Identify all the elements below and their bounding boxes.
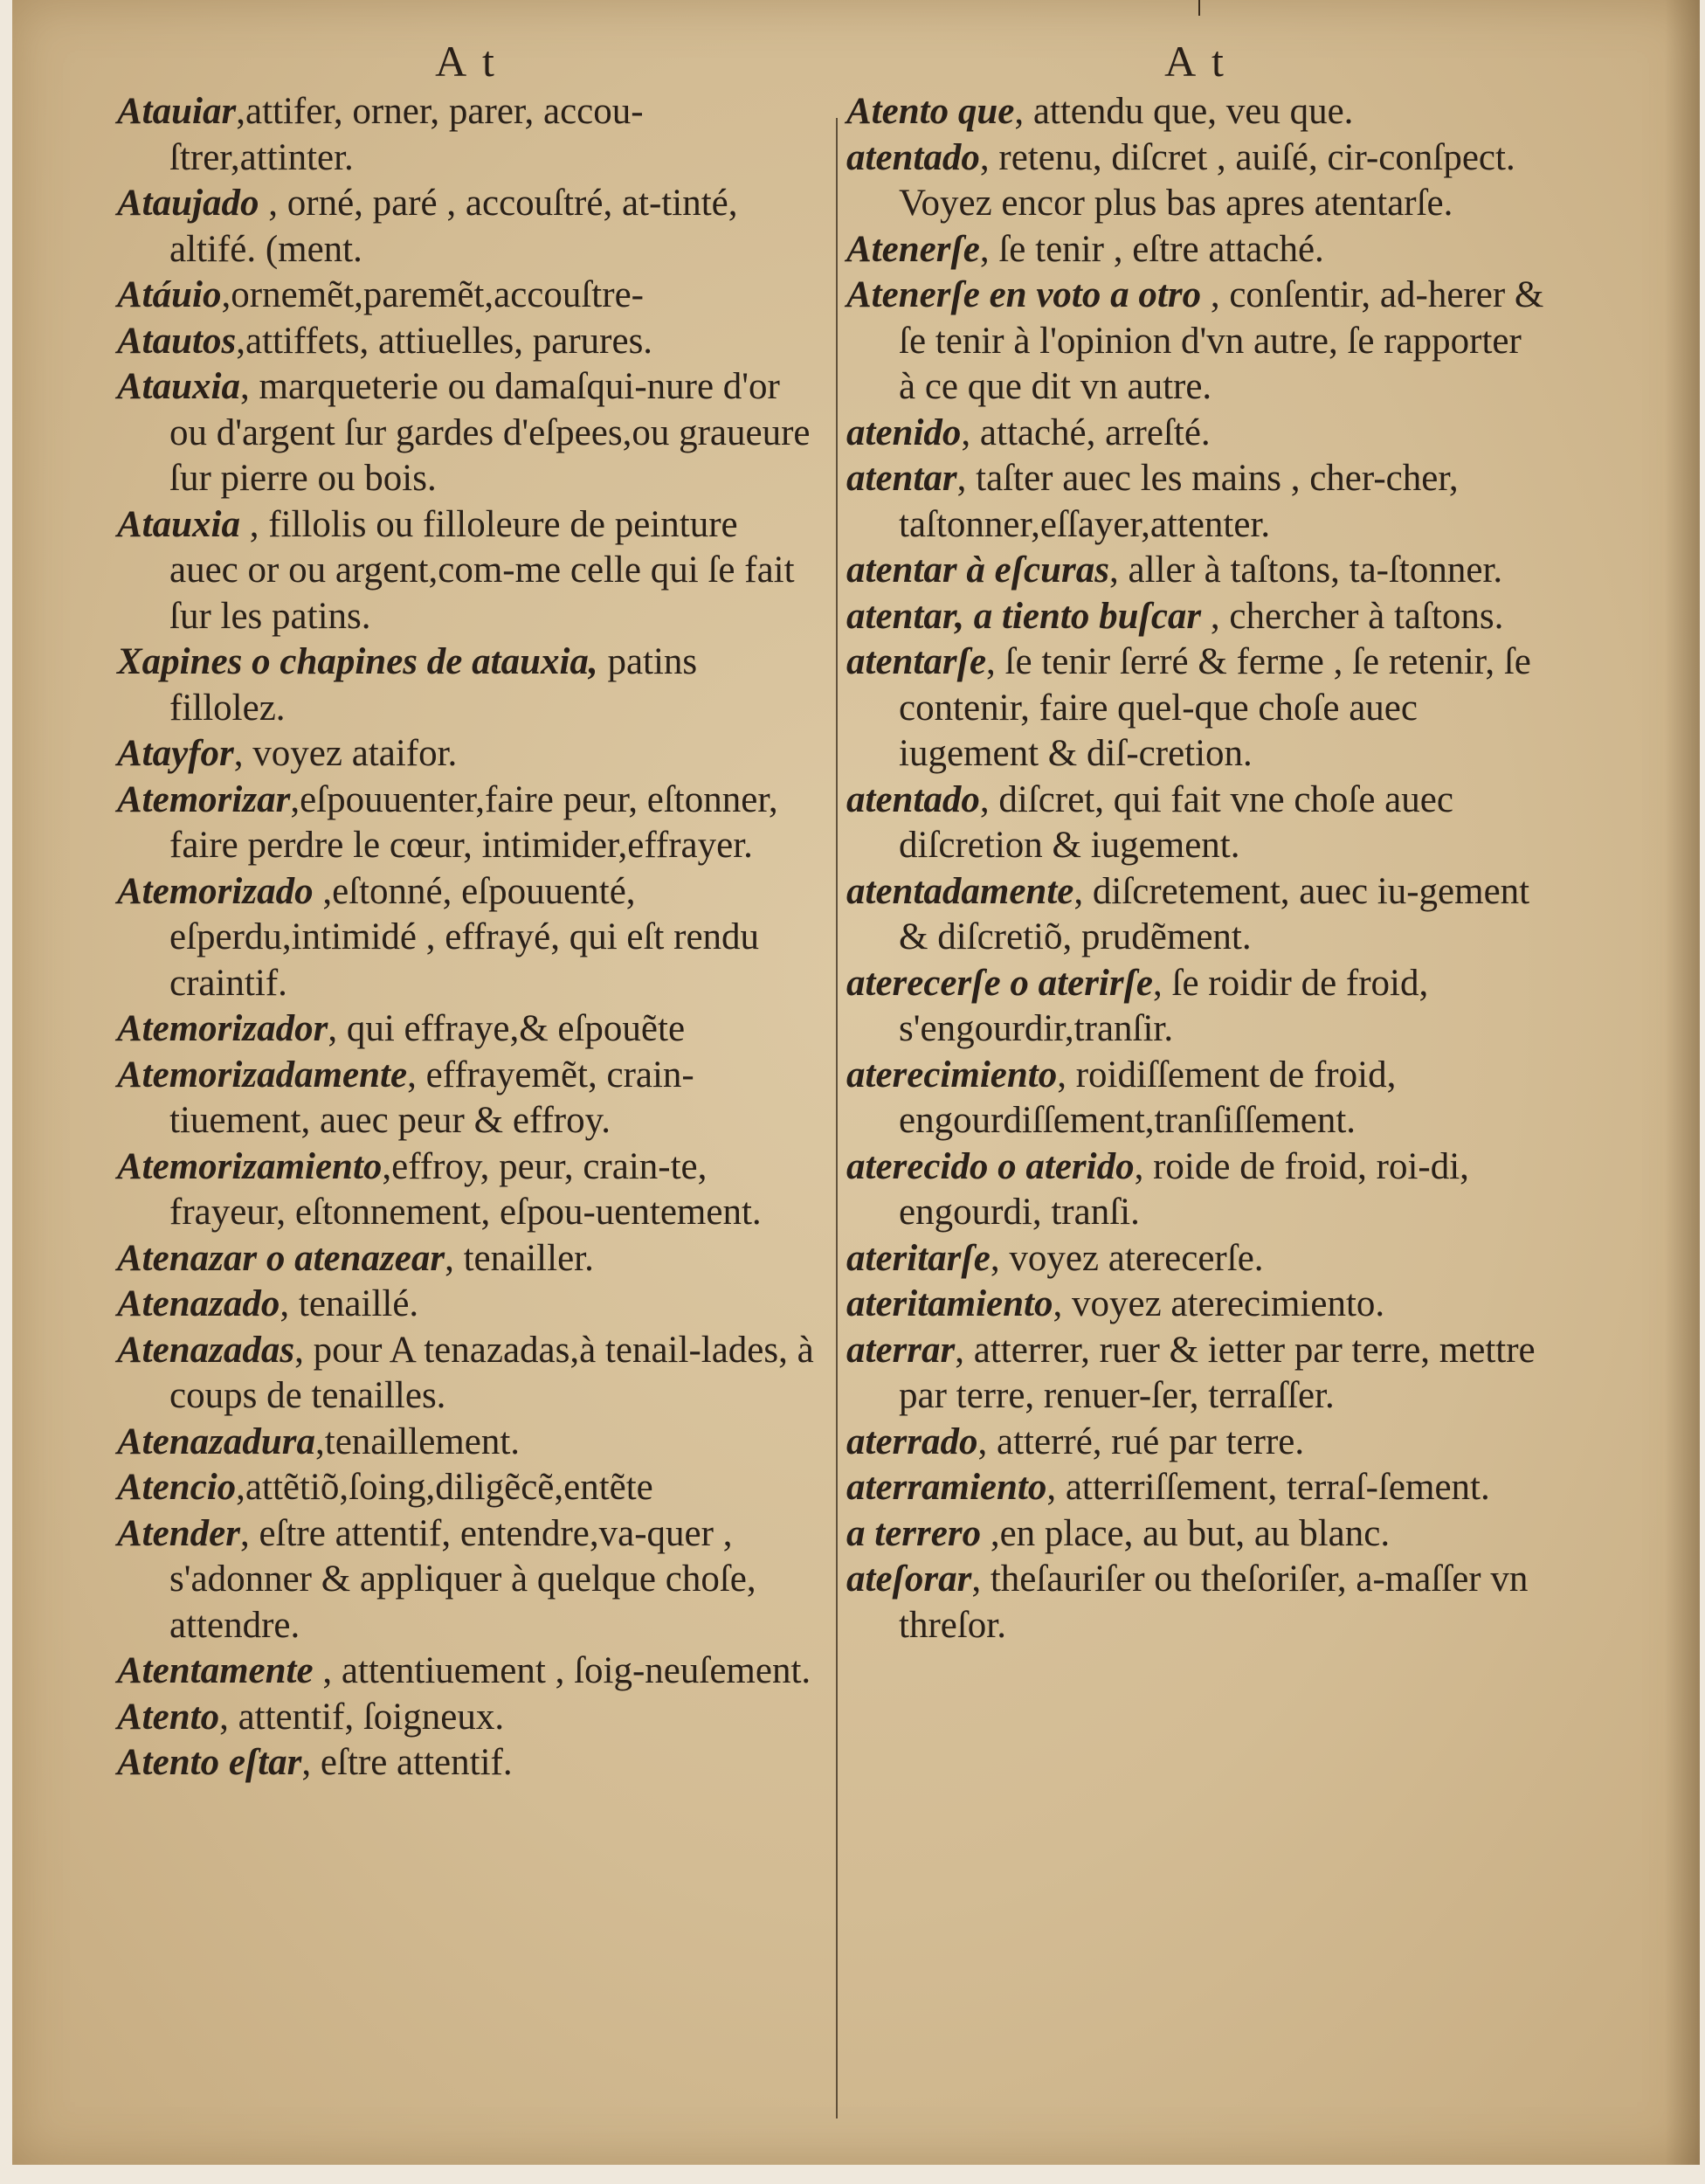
dictionary-entry <box>846 961 1545 1053</box>
dictionary-entry <box>846 456 1545 548</box>
entry-headword: Atenazadura <box>117 1420 316 1462</box>
dictionary-entry <box>117 1006 816 1053</box>
left-column <box>117 35 816 1787</box>
entry-definition: , atterriſſement, terraſ-ſement. <box>1046 1467 1490 1508</box>
entry-definition: , roide de froid, roi-di, engourdi, tranſi. <box>899 1145 1469 1233</box>
entry-headword: Atemorizadamente <box>117 1054 408 1095</box>
left-entry-list <box>117 89 816 1787</box>
entry-definition: , eſtre attentif, entendre,va-quer , s'adonner & appliquer à quelque choſe, attendre. <box>169 1512 756 1646</box>
running-head-left: A t <box>435 37 498 86</box>
entry-headword: Atauiar <box>117 91 237 132</box>
dictionary-entry <box>117 319 816 365</box>
entry-headword: Atayfor <box>117 733 234 774</box>
entry-definition: , attentif, ſoigneux. <box>219 1696 505 1738</box>
entry-definition: , ſe roidir de froid, s'engourdir,tranſir. <box>899 962 1429 1049</box>
entry-definition: ,eſpouuenter,faire peur, eſtonner, faire perdre le cœur, intimider,effrayer. <box>169 778 778 866</box>
dictionary-entry <box>117 731 816 778</box>
entry-definition: , fillolis ou filloleure de peinture auec or ou argent,com-me celle qui ſe fait ſur les patins. <box>169 503 795 637</box>
entry-headword: Atenazado <box>117 1283 280 1324</box>
entry-definition: , attaché, arreſté. <box>961 411 1211 453</box>
entry-headword: Atenazar o atenazear <box>117 1237 445 1279</box>
entry-headword: atentadamente <box>846 870 1074 912</box>
column-divider <box>836 118 838 2118</box>
dictionary-entry <box>117 1511 816 1649</box>
entry-definition: , atterrer, ruer & ietter par terre, mettre par terre, renuer-ſer, terraſſer. <box>899 1329 1536 1416</box>
dictionary-entry <box>117 1420 816 1466</box>
dictionary-entry <box>117 1328 816 1420</box>
entry-definition: ,eſtonné, eſpouuenté, eſperdu,intimidé , effrayé, qui eſt rendu craintif. <box>169 870 760 1004</box>
entry-headword: aterramiento <box>846 1467 1047 1508</box>
entry-headword: ateſorar <box>846 1559 972 1600</box>
entry-headword: atenido <box>846 411 962 453</box>
dictionary-entry <box>846 273 1545 411</box>
page-mark <box>1198 0 1200 16</box>
entry-headword: Atento eſtar <box>117 1742 302 1783</box>
entry-headword: Atencio <box>117 1467 237 1508</box>
entry-headword: aterecido o aterido <box>846 1145 1135 1187</box>
entry-headword: aterrar <box>846 1329 956 1371</box>
entry-definition: , voyez aterecerſe. <box>990 1237 1264 1279</box>
entry-definition: ,en place, au but, au blanc. <box>981 1512 1391 1554</box>
dictionary-entry <box>846 778 1545 869</box>
dictionary-entry <box>846 594 1545 640</box>
dictionary-entry <box>846 1465 1545 1511</box>
dictionary-entry <box>846 548 1545 594</box>
dictionary-entry <box>846 1328 1545 1420</box>
entry-headword: Xapines o chapines de atauxia, <box>117 641 598 682</box>
entry-definition: , orné, paré , accouſtré, at-tinté, altifé. (ment. <box>169 183 738 270</box>
dictionary-entry <box>117 778 816 869</box>
entry-definition: ,attẽtiõ,ſoing,diligẽcẽ,entẽte <box>236 1467 653 1508</box>
entry-headword: aterrado <box>846 1420 978 1462</box>
dictionary-entry <box>846 1053 1545 1144</box>
dictionary-entry <box>846 869 1545 961</box>
dictionary-entry <box>846 639 1545 778</box>
dictionary-entry <box>846 411 1545 457</box>
entry-headword: atentar, a tiento buſcar <box>846 595 1202 637</box>
entry-headword: Atento que <box>846 91 1015 132</box>
entry-definition: , effrayemẽt, crain-tiuement, auec peur & effroy. <box>169 1054 694 1141</box>
entry-definition: , roidiſſement de froid, engourdiſſement,tranſiſſement. <box>899 1054 1397 1141</box>
entry-headword: atentarſe <box>846 641 987 682</box>
entry-headword: atentar à eſcuras <box>846 549 1109 591</box>
dictionary-entry <box>846 135 1545 227</box>
dictionary-entry <box>117 1648 816 1695</box>
dictionary-entry <box>117 1053 816 1144</box>
entry-definition: , qui effraye,& eſpouẽte <box>328 1008 686 1049</box>
entry-definition: , taſter auec les mains , cher-cher, taſtonner,eſſayer,attenter. <box>899 458 1459 545</box>
entry-headword: Atento <box>117 1696 220 1738</box>
entry-definition: , pour A tenazadas,à tenail-lades, à coups de tenailles. <box>169 1329 814 1416</box>
entry-headword: atentado <box>846 778 980 820</box>
dictionary-entry <box>846 1511 1545 1558</box>
right-column <box>846 35 1545 1648</box>
entry-definition: , atterré, rué par terre. <box>977 1420 1305 1462</box>
entry-headword: aterecerſe o aterirſe <box>846 962 1154 1004</box>
entry-headword: Atender <box>117 1512 240 1554</box>
entry-definition: , theſauriſer ou theſoriſer, a-maſſer vn threſor. <box>899 1559 1529 1646</box>
entry-definition: , retenu, diſcret , auiſé, cir-conſpect. Voyez encor plus bas apres atentarſe. <box>899 136 1515 224</box>
dictionary-entry <box>117 273 816 319</box>
entry-definition: , eſtre attentif. <box>301 1742 513 1783</box>
dictionary-entry <box>846 227 1545 273</box>
entry-definition: patins fillolez. <box>169 641 698 729</box>
entry-headword: Atemorizamiento <box>117 1145 383 1187</box>
dictionary-entry <box>846 1282 1545 1328</box>
dictionary-entry <box>117 1144 816 1236</box>
entry-headword: Atauxia <box>117 366 240 407</box>
dictionary-entry <box>117 89 816 181</box>
entry-definition: , attentiuement , ſoig-neuſement. <box>313 1650 811 1691</box>
entry-headword: atentar <box>846 458 957 499</box>
entry-definition: , ſe tenir , eſtre attaché. <box>979 228 1324 270</box>
entry-definition: , voyez ataifor. <box>233 733 458 774</box>
dictionary-entry <box>846 1420 1545 1466</box>
entry-definition: , aller à taſtons, ta-ſtonner. <box>1109 549 1503 591</box>
entry-headword: ateritamiento <box>846 1283 1053 1324</box>
book-page <box>12 0 1700 2165</box>
dictionary-entry <box>846 1236 1545 1282</box>
entry-definition: , marqueterie ou damaſqui-nure d'or ou d'argent ſur gardes d'eſpees,ou graueure ſur pierre ou bois. <box>169 366 811 499</box>
entry-definition: , conſentir, ad-herer & ſe tenir à l'opinion d'vn autre, ſe rapporter à ce que dit vn autre. <box>899 274 1544 407</box>
entry-headword: Atenazadas <box>117 1329 295 1371</box>
entry-definition: ,ornemẽt,paremẽt,accouſtre- <box>221 274 644 315</box>
entry-definition: ,effroy, peur, crain-te, frayeur, eſtonnement, eſpou-uentement. <box>169 1145 762 1233</box>
dictionary-entry <box>846 1144 1545 1236</box>
running-head-right: A t <box>1164 37 1227 86</box>
entry-definition: ,attiffets, attiuelles, parures. <box>236 320 653 362</box>
entry-definition: , ſe tenir ſerré & ferme , ſe retenir, ſe contenir, faire quel-que choſe auec iugement & diſ-cretion. <box>899 641 1531 774</box>
entry-headword: Atenerſe en voto a otro <box>846 274 1202 315</box>
dictionary-entry <box>117 1465 816 1511</box>
entry-headword: ateritarſe <box>846 1237 991 1279</box>
entry-definition: ,attifer, orner, parer, accou-ſtrer,attinter. <box>169 91 644 178</box>
entry-headword: a terrero <box>846 1512 982 1554</box>
dictionary-entry <box>117 502 816 640</box>
entry-definition: , tenailler. <box>445 1237 594 1279</box>
dictionary-entry <box>117 1740 816 1787</box>
dictionary-entry <box>846 1557 1545 1648</box>
entry-definition: , attendu que, veu que. <box>1014 91 1354 132</box>
entry-headword: Ataujado <box>117 183 259 224</box>
entry-headword: Atauxia <box>117 503 240 545</box>
entry-definition: ,tenaillement. <box>315 1420 521 1462</box>
entry-headword: Atemorizar <box>117 778 291 820</box>
entry-definition: , voyez aterecimiento. <box>1053 1283 1385 1324</box>
dictionary-entry <box>117 1282 816 1328</box>
dictionary-entry <box>117 1695 816 1741</box>
dictionary-entry <box>117 1236 816 1282</box>
entry-definition: , tenaillé. <box>280 1283 419 1324</box>
entry-headword: Atemorizado <box>117 870 314 912</box>
entry-headword: aterecimiento <box>846 1054 1058 1095</box>
entry-headword: Atáuio <box>117 274 222 315</box>
entry-definition: , diſcretement, auec iu-gement & diſcretiõ, prudẽment. <box>899 870 1530 957</box>
entry-headword: Atenerſe <box>846 228 980 270</box>
right-entry-list <box>846 89 1545 1648</box>
dictionary-entry <box>117 869 816 1007</box>
dictionary-entry <box>117 639 816 731</box>
entry-headword: Atemorizador <box>117 1008 328 1049</box>
entry-definition: , chercher à taſtons. <box>1201 595 1504 637</box>
dictionary-entry <box>846 89 1545 135</box>
entry-definition: , diſcret, qui fait vne choſe auec diſcretion & iugement. <box>899 778 1453 866</box>
entry-headword: atentado <box>846 136 980 178</box>
entry-headword: Atautos <box>117 320 237 362</box>
dictionary-entry <box>117 364 816 502</box>
entry-headword: Atentamente <box>117 1650 314 1691</box>
dictionary-entry <box>117 181 816 273</box>
